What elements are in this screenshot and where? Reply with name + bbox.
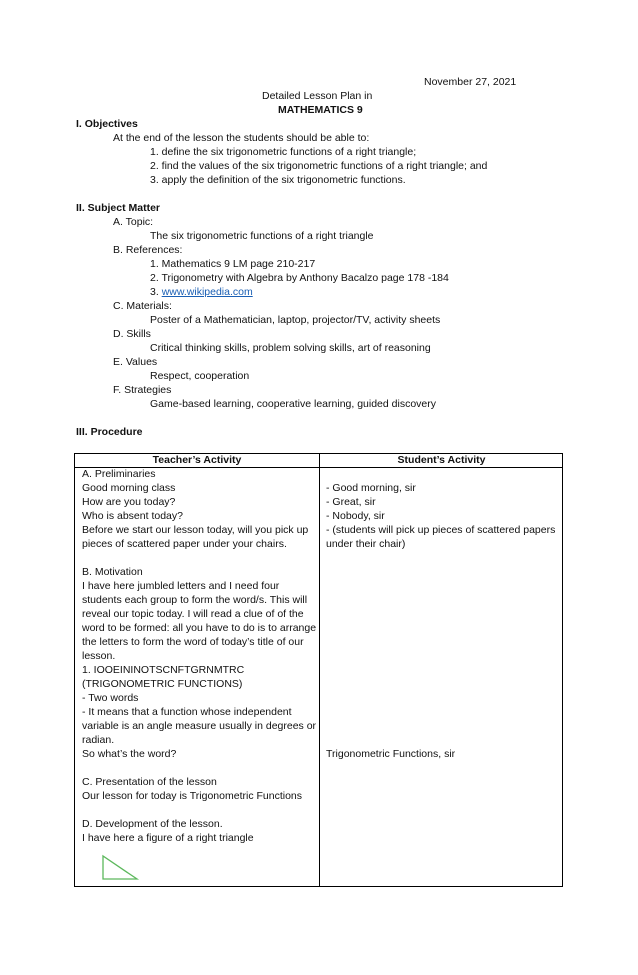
objective-item: 3. apply the definition of the six trigonometric functions. [150,174,406,186]
subject-matter-heading: II. Subject Matter [76,202,161,214]
teacher-line: - Two words [82,692,139,704]
plan-subject: MATHEMATICS 9 [278,104,363,116]
reference-item [150,285,253,299]
procedure-heading: III. Procedure [76,426,143,438]
date: November 27, 2021 [424,76,517,88]
teacher-line: radian. [82,734,115,746]
teacher-line: variable is an angle measure usually in degrees or [82,720,317,732]
objective-item: 1. define the six trigonometric functions of a right triangle; [150,146,417,158]
teacher-line: - It means that a function whose independent [82,706,292,718]
materials-label: C. Materials: [113,300,172,312]
teacher-line: students each group to form the word/s. This will [82,594,308,606]
objectives-heading: I. Objectives [76,118,138,130]
materials-text: Poster of a Mathematician, laptop, projector/TV, activity sheets [150,314,441,326]
teacher-line: Our lesson for today is Trigonometric Functions [82,790,303,802]
student-response: - (students will pick up pieces of scattered papers [326,524,556,536]
right-triangle-figure [101,854,141,882]
teacher-line: How are you today? [82,496,176,508]
strategies-label: F. Strategies [113,384,172,396]
wikipedia-link[interactable]: www.wikipedia.com [161,286,253,298]
values-text: Respect, cooperation [150,370,250,382]
procedure-table [74,453,563,887]
objectives-intro: At the end of the lesson the students should be able to: [113,132,370,144]
teacher-line: Who is absent today? [82,510,183,522]
teacher-line: the letters to form the word of today’s title of our [82,636,304,648]
values-label: E. Values [113,356,158,368]
reference-item: 2. Trigonometry with Algebra by Anthony Bacalzo page 178 -184 [150,272,449,284]
objective-item: 2. find the values of the six trigonometric functions of a right triangle; and [150,160,488,172]
student-response: - Nobody, sir [326,510,385,522]
teacher-line: lesson. [82,650,116,662]
reference-number: 3. [150,286,159,298]
teacher-line: So what’s the word? [82,748,177,760]
teacher-line: I have here jumbled letters and I need four [82,580,280,592]
teacher-activity-header: Teacher’s Activity [152,454,242,466]
student-activity-header: Student’s Activity [397,454,486,466]
teacher-line: Good morning class [82,482,176,494]
student-response: - Good morning, sir [326,482,416,494]
teacher-line: 1. IOOEININOTSCNFTGRNMTRC [82,664,245,676]
teacher-line: D. Development of the lesson. [82,818,223,830]
teacher-line: C. Presentation of the lesson [82,776,217,788]
reference-item: 1. Mathematics 9 LM page 210-217 [150,258,316,270]
column-divider [319,454,320,886]
references-label: B. References: [113,244,183,256]
teacher-line: Before we start our lesson today, will you pick up [82,524,309,536]
skills-label: D. Skills [113,328,151,340]
student-response: under their chair) [326,538,406,550]
student-response: Trigonometric Functions, sir [326,748,456,760]
topic-label: A. Topic: [113,216,154,228]
topic-text: The six trigonometric functions of a right triangle [150,230,374,242]
skills-text: Critical thinking skills, problem solving skills, art of reasoning [150,342,431,354]
plan-title: Detailed Lesson Plan in [262,90,373,102]
teacher-line: A. Preliminaries [82,468,156,480]
strategies-text: Game-based learning, cooperative learning, guided discovery [150,398,437,410]
teacher-line: reveal our topic today. I will read a clue of of the [82,608,304,620]
teacher-line: I have here a figure of a right triangle [82,832,254,844]
teacher-line: pieces of scattered paper under your chairs. [82,538,287,550]
teacher-line: word to be formed: all you have to do is to arrange [82,622,317,634]
teacher-line: B. Motivation [82,566,143,578]
teacher-line: (TRIGONOMETRIC FUNCTIONS) [82,678,243,690]
student-response: - Great, sir [326,496,376,508]
